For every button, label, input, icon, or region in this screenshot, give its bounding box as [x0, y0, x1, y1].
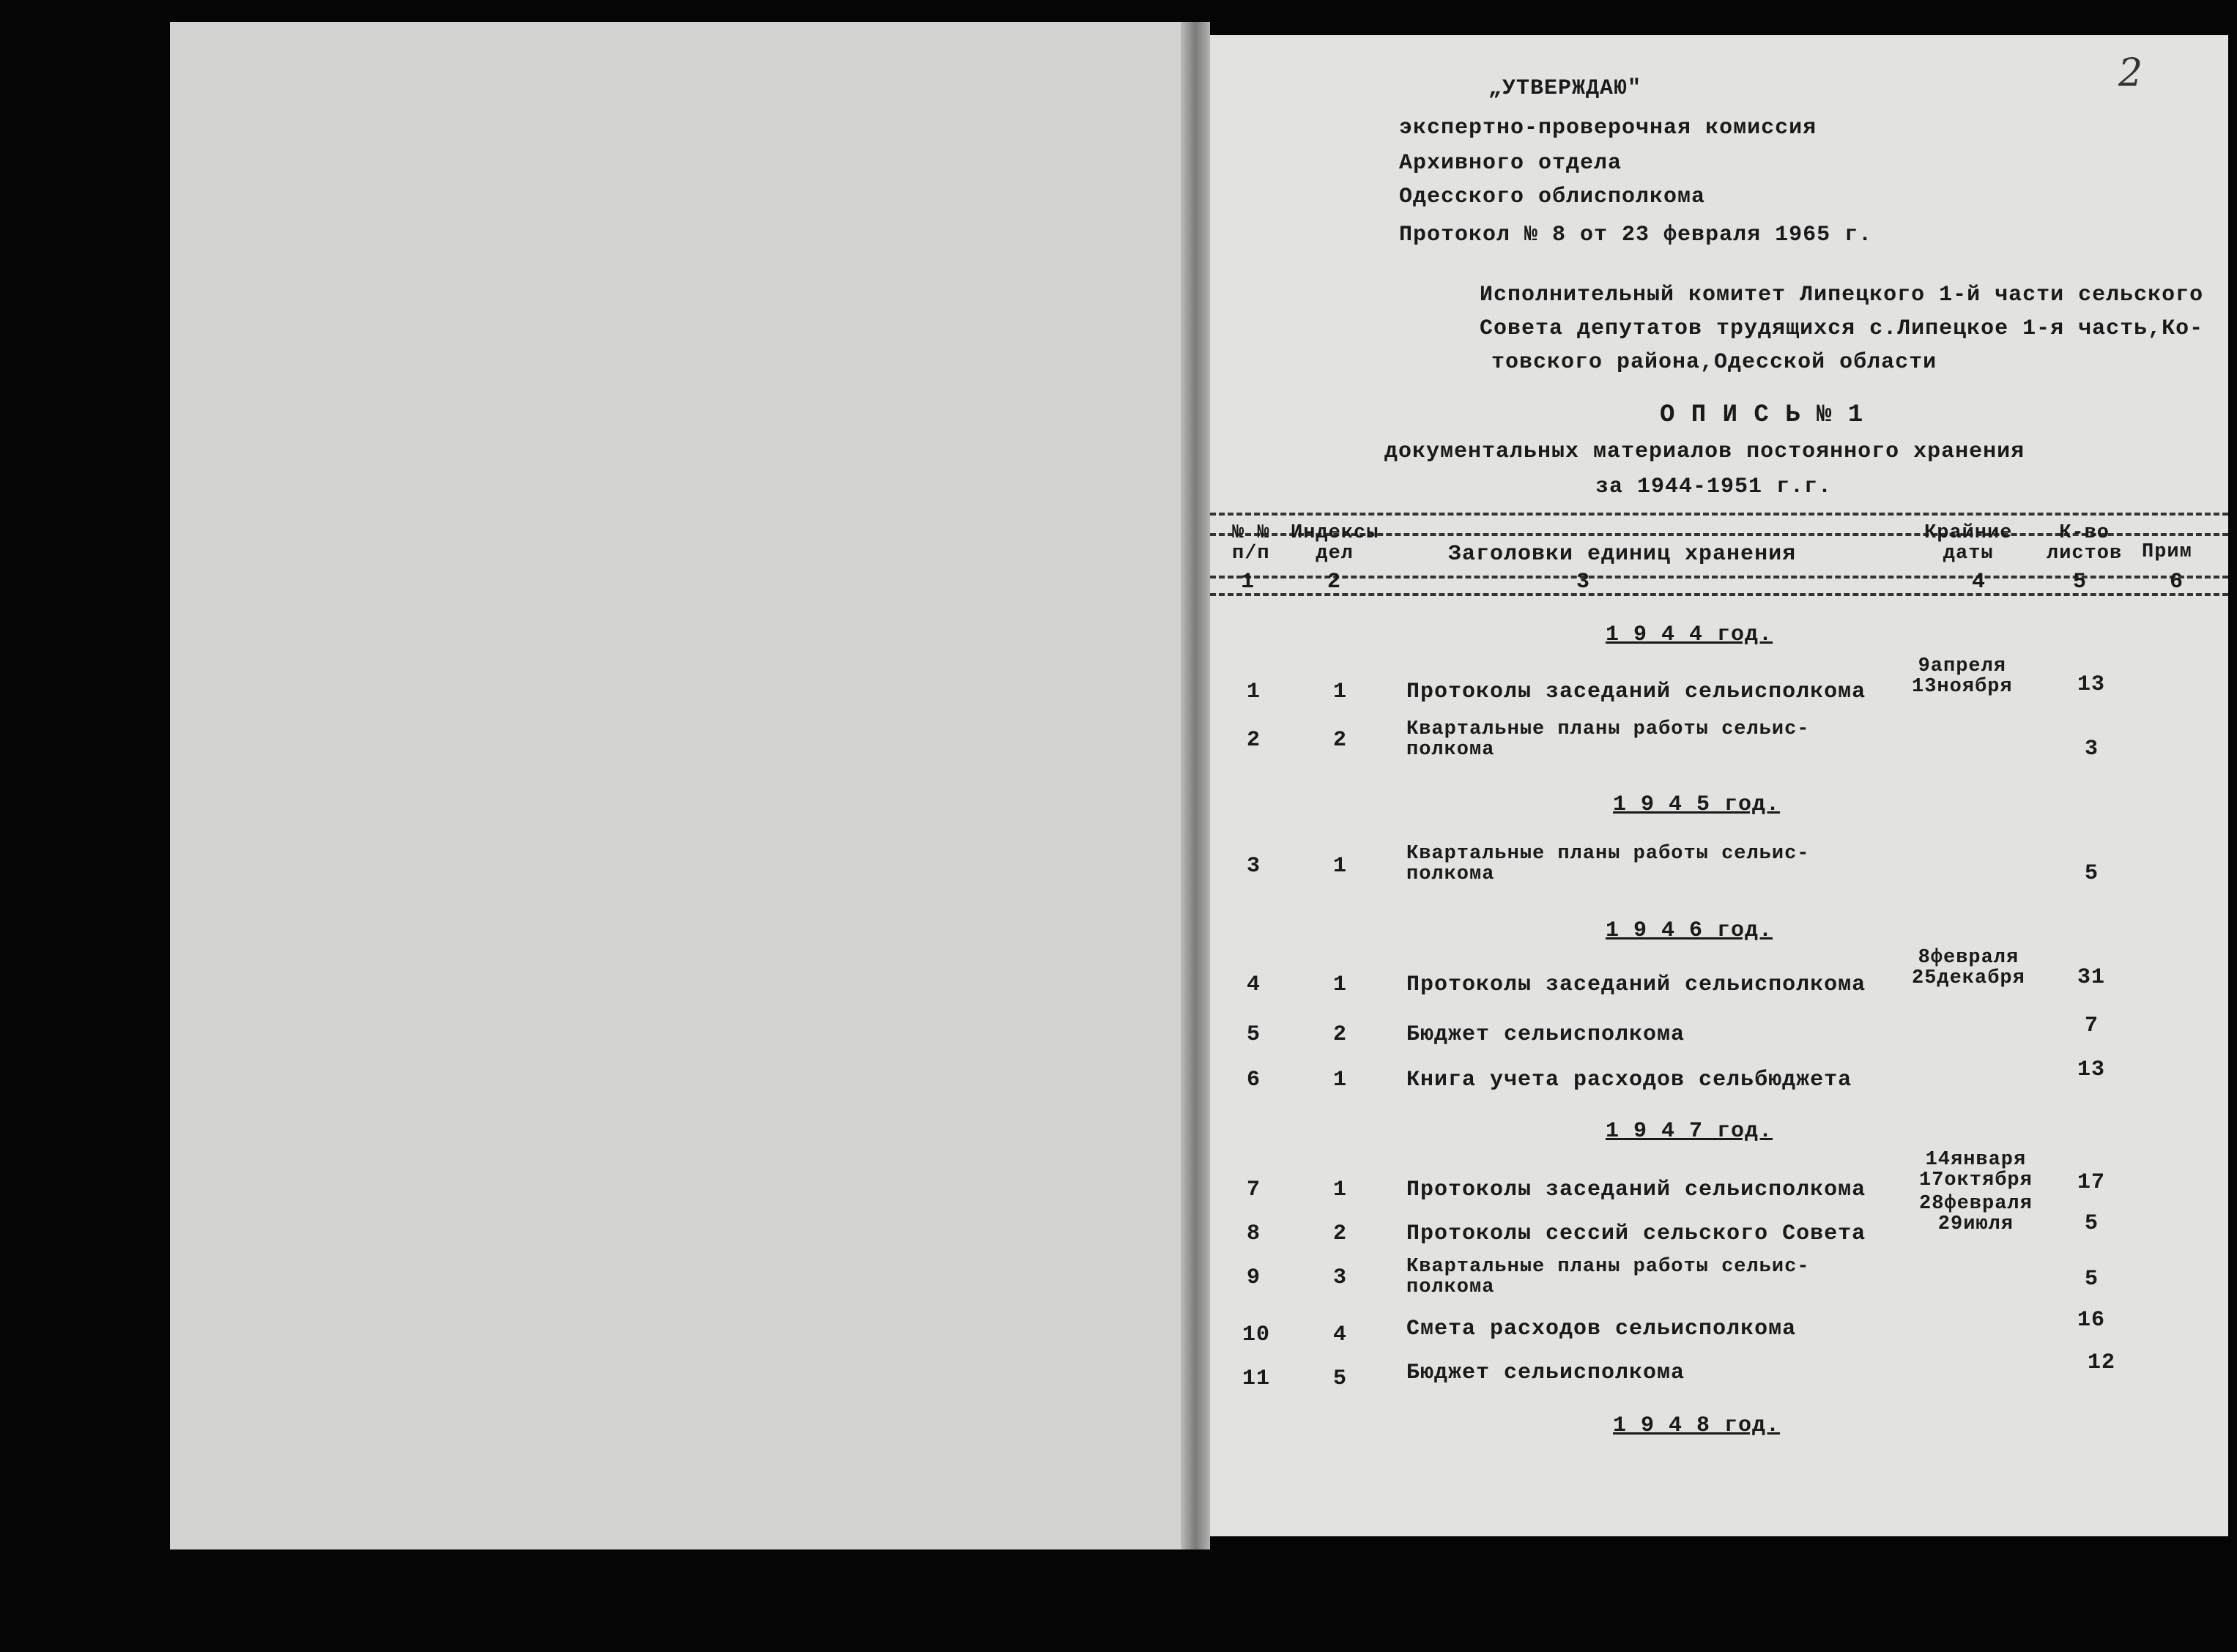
header-title: Заголовки единиц хранения	[1448, 542, 1797, 567]
header-dates: Крайние даты	[1924, 522, 2013, 565]
header-note: Прим	[2142, 541, 2192, 563]
row-num: 10	[1242, 1322, 1271, 1347]
row-dates: 9апреля 13ноября	[1912, 655, 2013, 698]
row-num: 5	[1247, 1022, 1261, 1047]
year-heading: 1 9 4 5 год.	[1613, 792, 1781, 817]
row-index: 1	[1333, 1177, 1348, 1202]
row-title: Квартальные планы работы сельис- полкома	[1406, 1256, 1810, 1298]
row-index: 1	[1333, 854, 1348, 879]
org-line-3: товского района,Одесской области	[1491, 350, 1937, 375]
row-sheets: 17	[2077, 1170, 2106, 1195]
row-sheets: 5	[2085, 1267, 2099, 1292]
row-sheets: 13	[2077, 672, 2106, 697]
approval-commission: экспертно-проверочная комиссия	[1399, 116, 1817, 141]
row-index: 2	[1333, 1022, 1348, 1047]
row-num: 6	[1247, 1068, 1261, 1093]
row-num: 7	[1247, 1177, 1261, 1202]
row-num: 1	[1247, 680, 1261, 704]
row-title: Бюджет сельисполкома	[1406, 1022, 1685, 1047]
row-index: 2	[1333, 1221, 1348, 1246]
row-sheets: 13	[2077, 1057, 2106, 1082]
row-sheets: 3	[2085, 737, 2099, 762]
row-num: 2	[1247, 728, 1261, 753]
left-page-blank	[170, 22, 1181, 1549]
row-dates: 14января 17октября	[1919, 1149, 2033, 1191]
row-num: 8	[1247, 1221, 1261, 1246]
approval-stamp: „УТВЕРЖДАЮ"	[1488, 76, 1642, 101]
page-number: 2	[2118, 51, 2143, 95]
row-index: 5	[1333, 1366, 1348, 1391]
row-title: Протоколы заседаний сельисполкома	[1406, 1177, 1866, 1202]
row-num: 4	[1247, 972, 1261, 997]
opis-title: О П И С Ь № 1	[1660, 401, 1864, 429]
year-heading: 1 9 4 6 год.	[1606, 918, 1773, 943]
row-title: Протоколы заседаний сельисполкома	[1406, 680, 1866, 704]
approval-protocol: Протокол № 8 от 23 февраля 1965 г.	[1399, 223, 1873, 248]
row-dates: 28февраля 29июля	[1919, 1193, 2033, 1235]
book-spine	[1181, 22, 1210, 1549]
row-index: 4	[1333, 1322, 1348, 1347]
header-number-1: 1	[1241, 570, 1255, 595]
approval-executive: Одесского облисполкома	[1399, 185, 1706, 209]
org-line-1: Исполнительный комитет Липецкого 1-й части сельского	[1480, 283, 2204, 308]
row-index: 1	[1333, 680, 1348, 704]
row-index: 3	[1333, 1265, 1348, 1290]
right-page	[1210, 35, 2228, 1536]
row-num: 11	[1242, 1366, 1271, 1391]
row-num: 9	[1247, 1265, 1261, 1290]
year-heading: 1 9 4 7 год.	[1606, 1119, 1773, 1144]
row-index: 1	[1333, 972, 1348, 997]
row-title: Квартальные планы работы сельис- полкома	[1406, 843, 1810, 885]
approval-department: Архивного отдела	[1399, 151, 1622, 176]
row-index: 1	[1333, 1068, 1348, 1093]
row-sheets: 7	[2085, 1013, 2099, 1038]
header-index: Индексы дел	[1291, 522, 1379, 565]
header-number-3: 3	[1576, 570, 1591, 595]
header-sheets: К-во листов	[2047, 522, 2123, 565]
row-sheets: 12	[2088, 1350, 2116, 1375]
row-title: Смета расходов сельисполкома	[1406, 1317, 1797, 1342]
row-sheets: 31	[2077, 965, 2106, 990]
row-title: Бюджет сельисполкома	[1406, 1361, 1685, 1385]
row-title: Протоколы сессий сельского Совета	[1406, 1221, 1866, 1246]
header-number-2: 2	[1327, 570, 1342, 595]
row-sheets: 5	[2085, 861, 2099, 886]
header-number-6: 6	[2170, 570, 2184, 595]
opis-period: за 1944-1951 г.г.	[1595, 475, 1833, 499]
year-heading: 1 9 4 4 год.	[1606, 622, 1773, 647]
row-index: 2	[1333, 728, 1348, 753]
row-sheets: 5	[2085, 1211, 2099, 1236]
row-title: Протоколы заседаний сельисполкома	[1406, 972, 1866, 997]
row-title: Квартальные планы работы сельис- полкома	[1406, 718, 1810, 761]
table-top-rule	[1210, 513, 2228, 516]
opis-subtitle: документальных материалов постоянного хранения	[1384, 439, 2025, 464]
row-sheets: 16	[2077, 1308, 2106, 1333]
year-heading: 1 9 4 8 год.	[1613, 1413, 1781, 1438]
header-number-4: 4	[1972, 570, 1986, 595]
row-title: Книга учета расходов сельбюджета	[1406, 1068, 1852, 1093]
row-dates: 8февраля 25декабря	[1912, 947, 2025, 989]
row-num: 3	[1247, 854, 1261, 879]
header-num: № № п/п	[1232, 522, 1270, 565]
header-number-5: 5	[2073, 570, 2088, 595]
org-line-2: Совета депутатов трудящихся с.Липецкое 1-я часть,Ко-	[1480, 316, 2204, 341]
